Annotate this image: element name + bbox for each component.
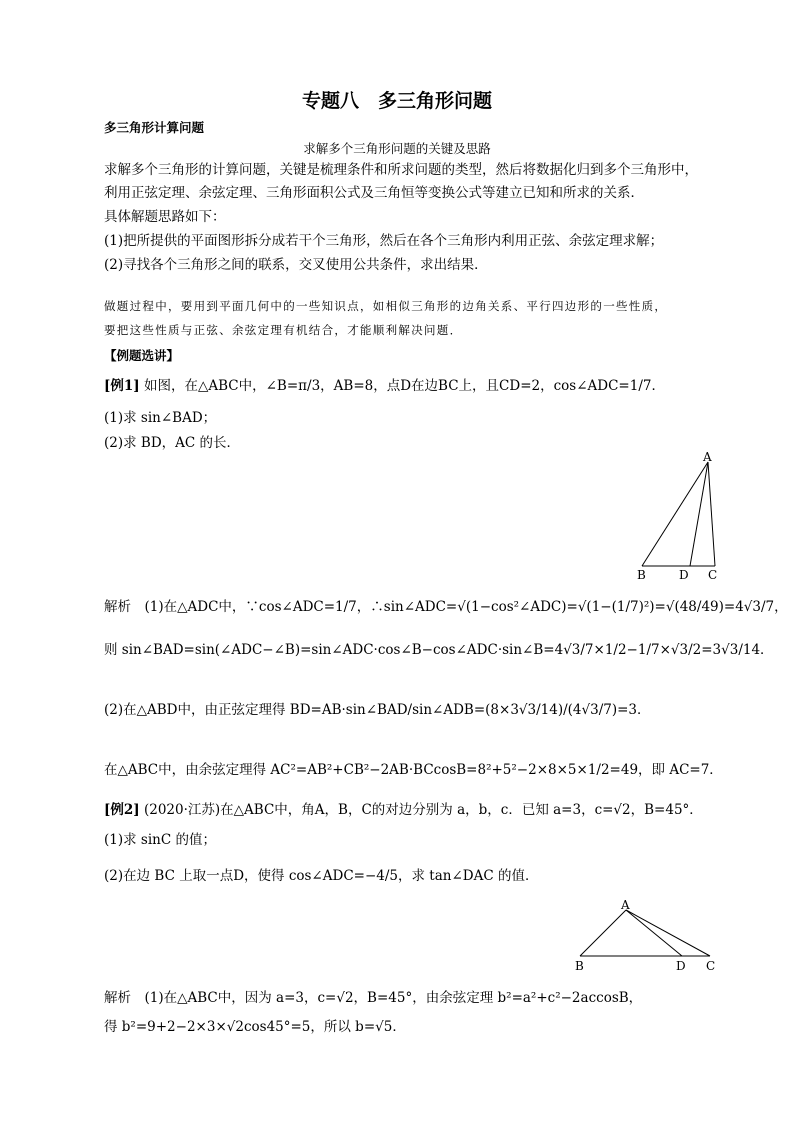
example-1-solution-3: (2)在△ABD中，由正弦定理得 BD=AB·sin∠BAD/sin∠ADB=(8×3√3/14)/(4√3/7)=3．	[104, 702, 651, 718]
segment-ad	[690, 462, 708, 566]
examples-heading: 【例题选讲】	[104, 348, 180, 363]
example-2-label: [例2]	[104, 802, 140, 818]
example-1-solution-2: 则 sin∠BAD=sin(∠ADC−∠B)=sin∠ADC·cos∠B−cos∠ADC·sin∠B=4√3/7×1/2−1/7×√3/2=3√3/14．	[104, 642, 774, 658]
step-2: (2)寻找各个三角形之间的联系，交叉使用公共条件，求出结果．	[104, 257, 488, 273]
vertex-c-label: C	[708, 568, 718, 582]
vertex-a-label: A	[703, 450, 712, 464]
example-2-solution-2: 得 b²=9+2−2×3×√2cos45°=5，所以 b=√5．	[104, 1019, 406, 1035]
step-1: (1)把所提供的平面图形拆分成若干个三角形，然后在各个三角形内利用正弦、余弦定理求解；	[104, 233, 664, 249]
example-1-question-2: (2)求 BD，AC 的长．	[104, 435, 241, 451]
example-1-text: 如图，在△ABC中，∠B=π/3，AB=8，点D在边BC上，且CD=2，cos∠ADC=1/7．	[143, 378, 665, 394]
subheading: 求解多个三角形问题的关键及思路	[303, 141, 491, 156]
example-2-question-2: (2)在边 BC 上取一点D，使得 cos∠ADC=−4/5，求 tan∠DAC 的值．	[104, 868, 539, 884]
segment-ad	[626, 910, 682, 956]
page-title: 专题八 多三角形问题	[301, 90, 492, 112]
side-ab	[580, 910, 626, 956]
example-2-figure	[570, 898, 730, 978]
example-2-statement	[104, 800, 703, 820]
side-ab	[642, 462, 708, 566]
vertex-d-label: D	[679, 568, 689, 582]
example-1-figure	[630, 450, 730, 585]
vertex-d-label: D	[676, 959, 686, 973]
vertex-b-label: B	[637, 568, 646, 582]
side-ac	[708, 462, 715, 566]
example-1-statement	[104, 376, 665, 396]
example-1-solution-4: 在△ABC中，由余弦定理得 AC²=AB²+CB²−2AB·BCcosB=8²+5²−2×8×5×1/2=49，即 AC=7．	[104, 762, 723, 778]
vertex-b-label: B	[575, 959, 584, 973]
paragraph-line-1: 求解多个三角形的计算问题，关键是梳理条件和所求问题的类型，然后将数据化归到多个三角形中，	[104, 162, 698, 178]
example-1-question-1: (1)求 sin∠BAD；	[104, 410, 217, 426]
vertex-a-label: A	[621, 898, 630, 912]
paragraph-line-2: 利用正弦定理、余弦定理、三角形面积公式及三角恒等变换公式等建立已知和所求的关系．	[104, 185, 644, 201]
section-heading: 多三角形计算问题	[104, 120, 205, 135]
example-1-label: [例1]	[104, 378, 140, 394]
vertex-c-label: C	[706, 959, 716, 973]
example-2-text: (2020·江苏)在△ABC中，角A，B，C的对边分别为 a，b，c．已知 a=3，c=√2，B=45°．	[143, 802, 703, 818]
note-line-2: 要把这些性质与正弦、余弦定理有机结合，才能顺利解决问题．	[104, 323, 463, 337]
example-1-solution-1: 解析 (1)在△ADC中，∵cos∠ADC=1/7，∴sin∠ADC=√(1−cos²∠ADC)=√(1−(1/7)²)=√(48/49)=4√3/7，	[104, 599, 788, 615]
side-ac	[626, 910, 710, 956]
steps-intro: 具体解题思路如下：	[104, 209, 226, 225]
note-line-1: 做题过程中，要用到平面几何中的一些知识点，如相似三角形的边角关系、平行四边形的一些性质，	[104, 299, 668, 313]
example-2-solution-1: 解析 (1)在△ABC中，因为 a=3，c=√2，B=45°，由余弦定理 b²=a²+c²−2accosB，	[104, 990, 643, 1006]
example-2-question-1: (1)求 sinC 的值；	[104, 832, 216, 848]
